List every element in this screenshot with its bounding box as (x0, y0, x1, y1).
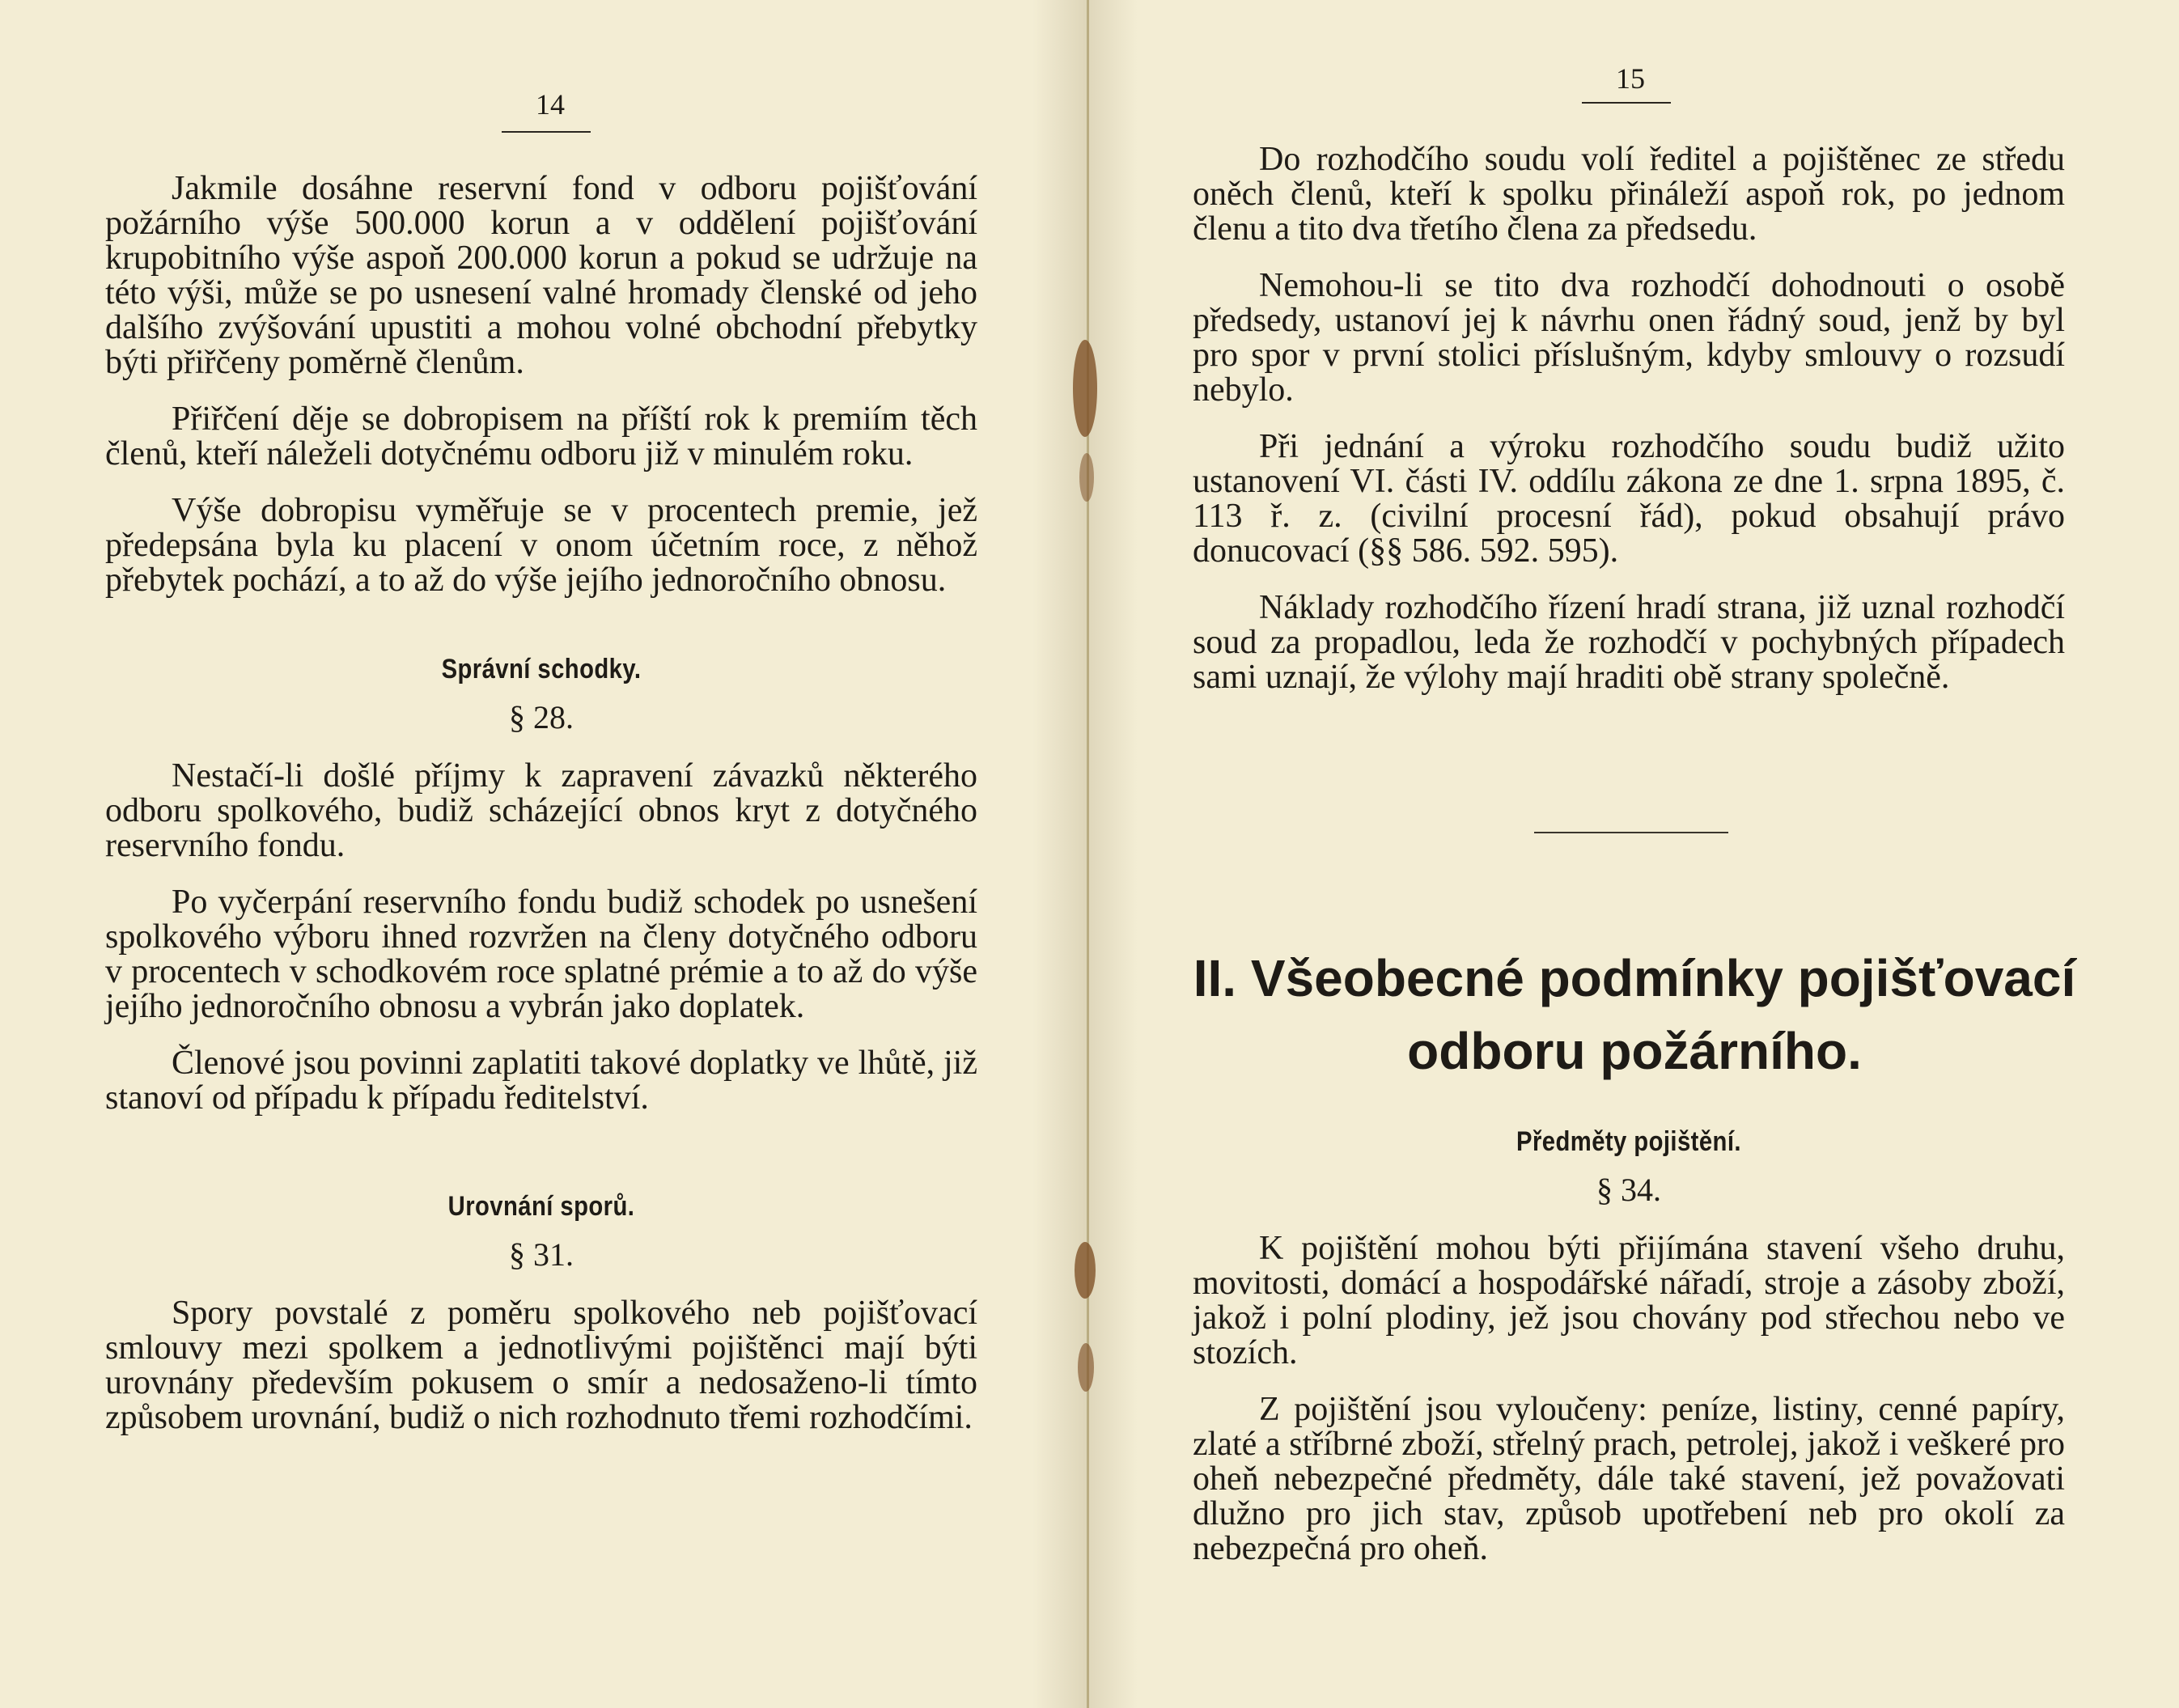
section-number: § 28. (509, 699, 574, 735)
paragraph: Při jednání a výroku rozhodčího soudu budiž užito ustanovení VI. části IV. oddílu zákona ze dne 1. srpna 1895, č. 113 ř. z. (civilní procesní řád), pokud obsahují právo donucovací (§§ 586. 592. 595). (1193, 428, 2065, 570)
chapter-title (1149, 942, 2120, 1087)
book-gutter (1087, 0, 1089, 1708)
right-text-column-lower (1193, 1125, 2065, 1588)
paragraph: Z pojištění jsou vyloučeny: peníze, listiny, cenné papíry, zlaté a stříbrné zboží, střelný prach, petrolej, jakož i veškeré pro oheň nebezpečné předměty, dále také stavení, jež považovati dlužno pro jich stav, způsob upotřebení neb pro okolí za nebezpečná pro oheň. (1193, 1391, 2065, 1567)
paragraph: Spory povstalé z poměru spolkového neb pojišťovací smlouvy mezi spolkem a jednotlivými pojištěnci mají býti urovnány především pokusem o smír a nedosaženo-li tímto způsobem urovnání, budiž o nich rozhodnuto třemi rozhodčími. (105, 1295, 977, 1436)
paragraph: Nemohou-li se tito dva rozhodčí dohodnouti o osobě předsedy, ustanoví jej k návrhu onen řádný soud, jenž by byl pro spor v první stolici příslušným, kdyby smlouvy o rozsudí nebylo. (1193, 267, 2065, 409)
stain-mark (1073, 340, 1097, 437)
page-number-rule (502, 131, 591, 133)
section-number: § 34. (1596, 1172, 1661, 1208)
stain-mark (1079, 453, 1094, 502)
paragraph: Po vyčerpání reservního fondu budiž schodek po usnešení spolkového výboru ihned rozvržen na členy dotyčného odboru v procentech v schodkovém roce splatné prémie a to až do výše jejího jednoročního obnosu a vybrán jako doplatek. (105, 884, 977, 1025)
paragraph: Členové jsou povinni zaplatiti takové doplatky ve lhůtě, již stanoví od případu k případu ředitelství. (105, 1045, 977, 1117)
paragraph: Nestačí-li došlé příjmy k zapravení závazků některého odboru spolkového, budiž scházející obnos kryt z dotyčného reservního fondu. (105, 757, 977, 864)
paragraph: Výše dobropisu vyměřuje se v procentech premie, jež předepsána byla ku placení v onom účetním roce, z něhož přebytek pochází, a to až do výše jejího jednoročního obnosu. (105, 492, 977, 599)
paragraph: Do rozhodčího soudu volí ředitel a pojištěnec ze středu oněch členů, kteří k spolku přináleží aspoň rok, po jednom členu a tito dva třetího člena za předsedu. (1193, 141, 2065, 248)
page-number-right: 15 (1616, 62, 1645, 95)
paragraph: Náklady rozhodčího řízení hradí strana, již uznal rozhodčí soud za propadlou, leda že rozhodčí v pochybných případech sami uznají, že výlohy mají hraditi obě strany společně. (1193, 589, 2065, 696)
section-heading: Urovnání sporů. (447, 1191, 635, 1222)
section-heading: Správní schodky. (441, 654, 642, 684)
section-heading: Předměty pojištění. (1516, 1126, 1741, 1157)
paragraph: Jakmile dosáhne reservní fond v odboru pojišťování požárního výše 500.000 korun a v oddělení pojišťování krupobitního výše aspoň 200.000 korun a pokud se udržuje na této výši, může se po usnesení valné hromady členské od jeho dalšího zvýšování upustiti a mohou volné obchodní přebytky býti přiřčeny poměrně členům. (105, 170, 977, 381)
right-text-column (1193, 142, 2065, 717)
page-number-left: 14 (536, 88, 565, 121)
page-number-rule (1582, 102, 1671, 104)
left-text-column (105, 172, 977, 1457)
stain-mark (1078, 1343, 1094, 1392)
chapter-title-line: odboru požárního. (1407, 1022, 1862, 1080)
stain-mark (1075, 1242, 1096, 1299)
paragraph: Přiřčení děje se dobropisem na příští rok k premiím těch členů, kteří náleželi dotyčnému odboru již v minulém roku. (105, 401, 977, 473)
section-number: § 31. (509, 1236, 574, 1273)
chapter-title-line: II. Všeobecné podmínky pojišťovací (1193, 949, 2076, 1007)
paragraph: K pojištění mohou býti přijímána stavení všeho druhu, movitosti, domácí a hospodářské nářadí, stroje a zásoby zboží, jakož i polní plodiny, jež jsou chovány pod střechou nebo ve stozích. (1193, 1230, 2065, 1371)
section-divider (1534, 832, 1728, 833)
